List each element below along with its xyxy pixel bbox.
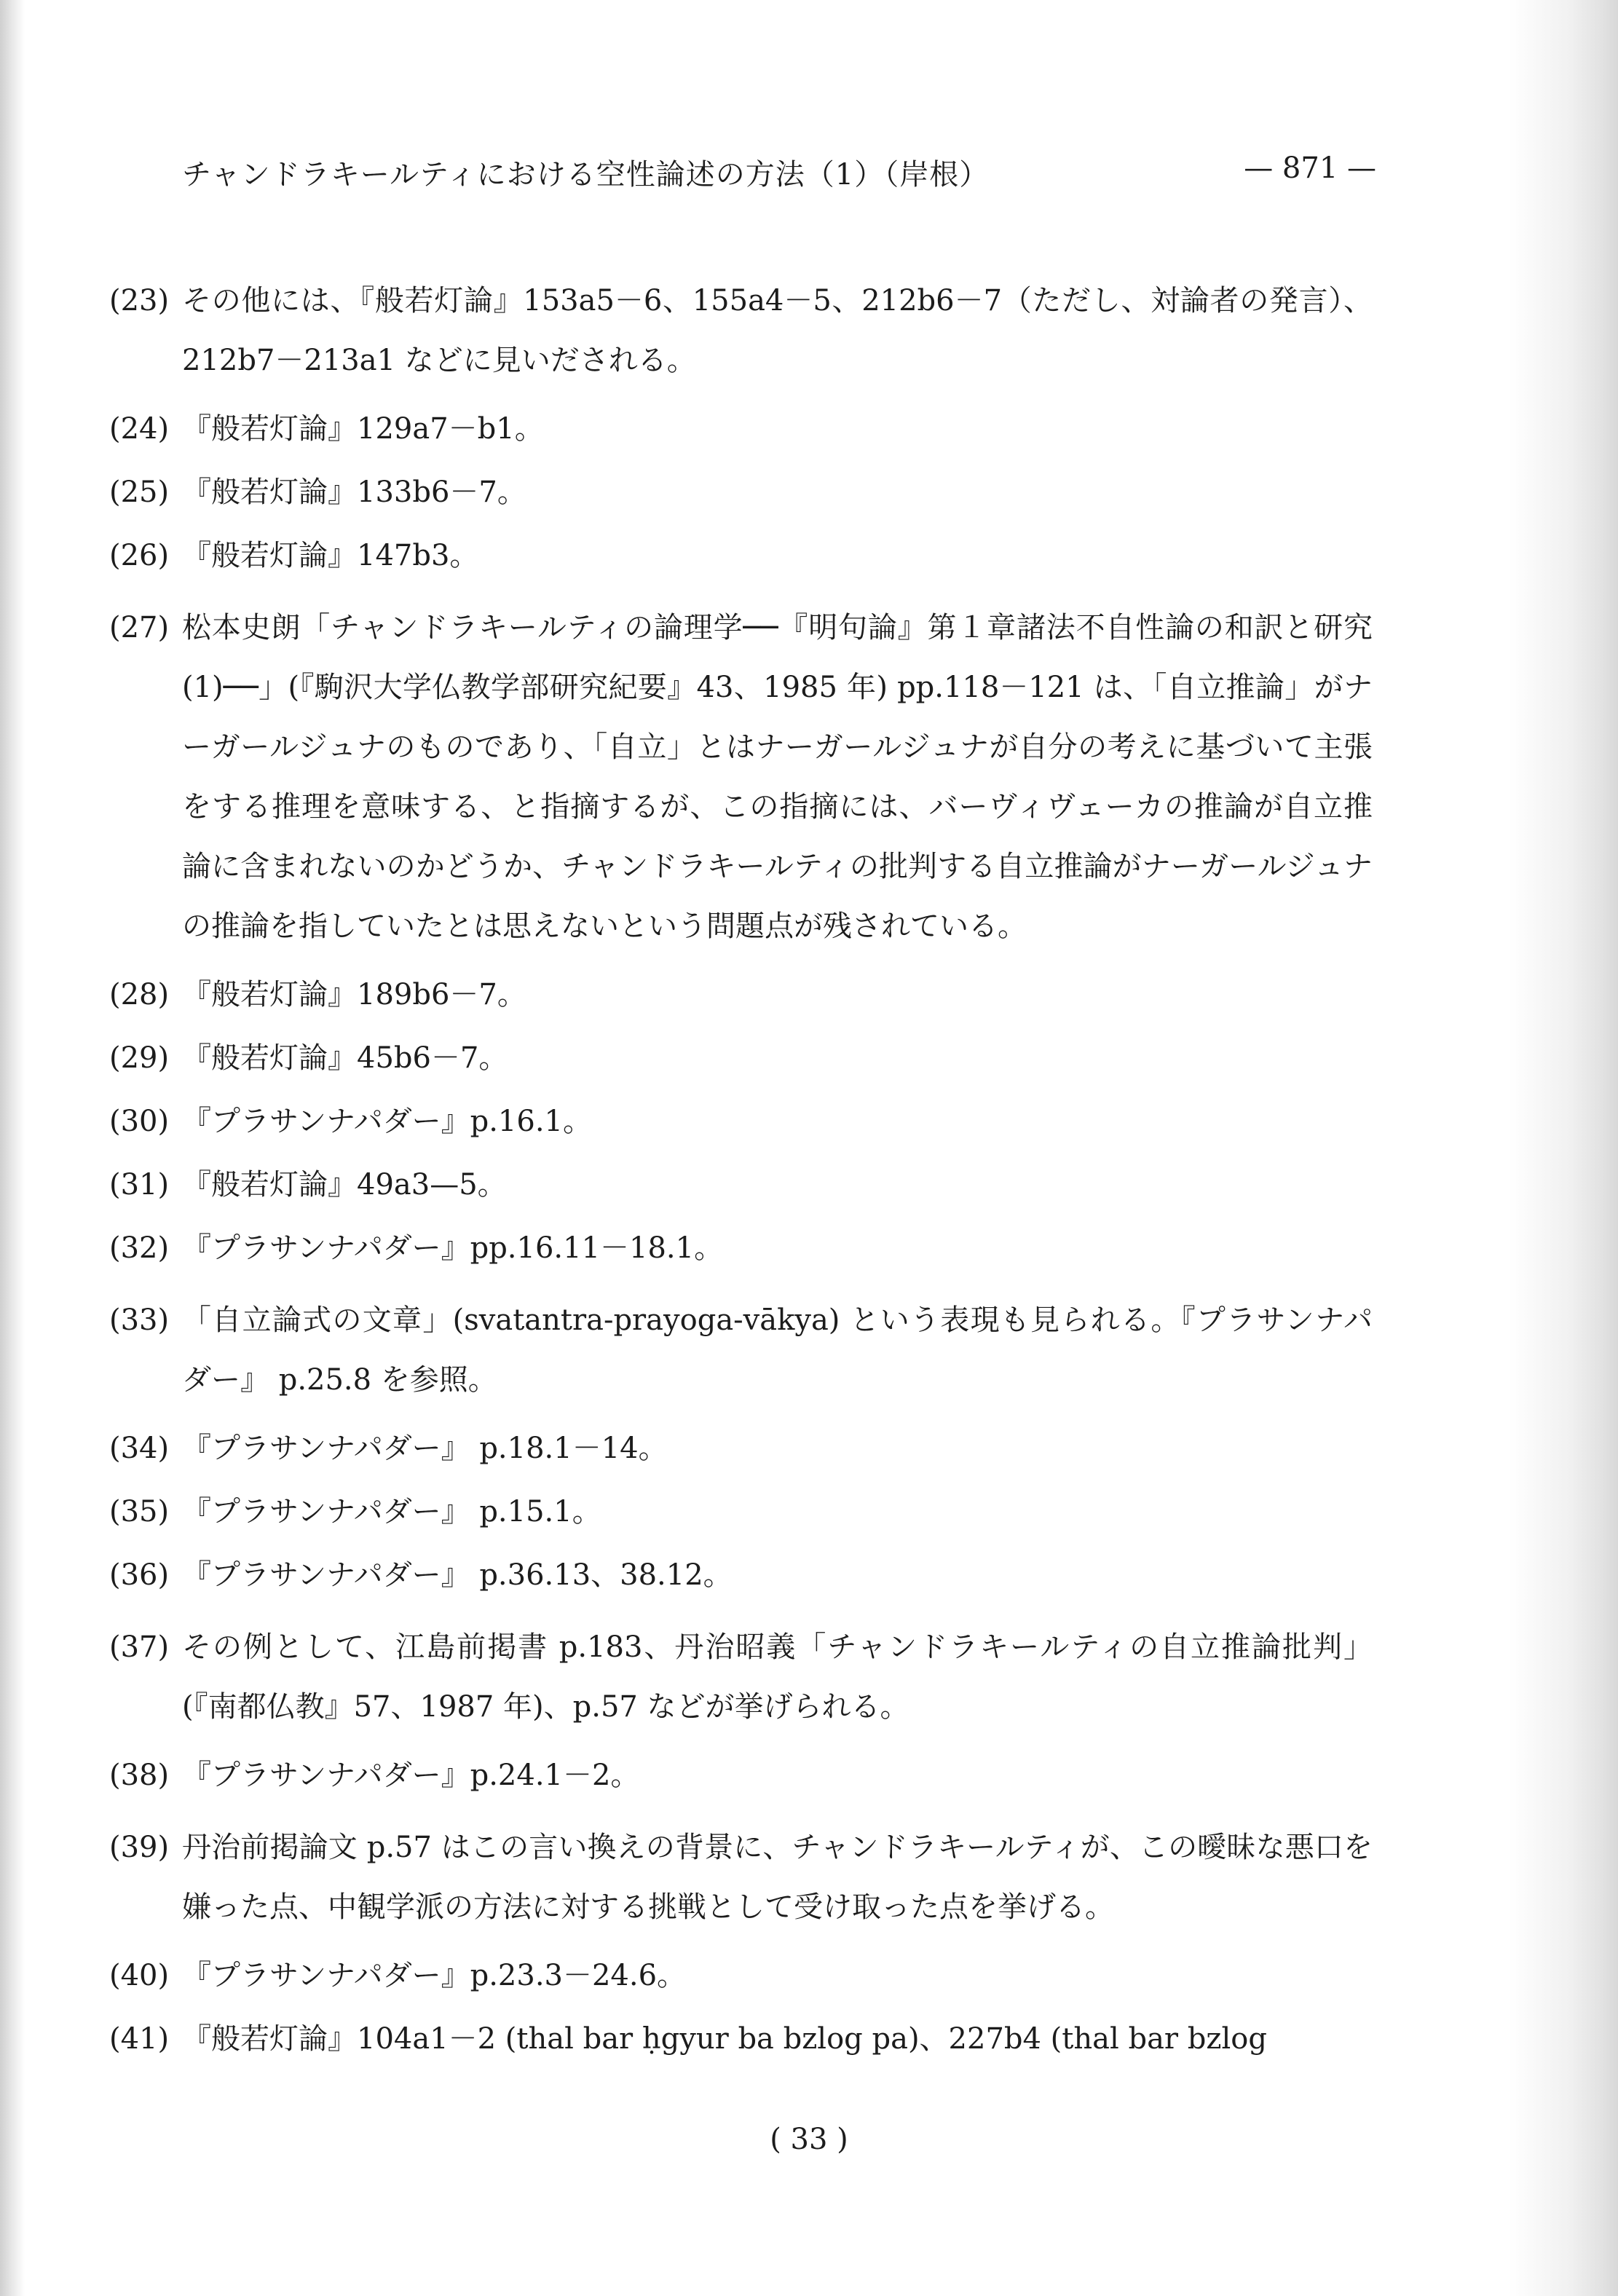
note-number: (37): [109, 1630, 170, 1664]
note-text: 『プラサンナパダー』p.24.1－2。: [182, 1759, 640, 1792]
endnote-34: [109, 1427, 1373, 1469]
note-number: (34): [109, 1432, 170, 1465]
page-number: ( 33 ): [770, 2123, 848, 2156]
endnote-30: [109, 1100, 1373, 1143]
note-number: (26): [109, 539, 170, 572]
note-number: (28): [109, 978, 170, 1011]
endnotes-list: [109, 271, 1373, 2081]
note-number: (41): [109, 2022, 170, 2056]
scan-shadow-left: [0, 0, 25, 2296]
note-number: (36): [109, 1558, 170, 1592]
endnote-25: [109, 471, 1373, 513]
note-number: (24): [109, 412, 170, 446]
endnote-35: [109, 1491, 1373, 1533]
note-text: 「自立論式の文章」(svatantra-prayoga-vākya) という表現も見られる。『プラサンナパダー』 p.25.8 を参照。: [182, 1303, 1373, 1397]
endnote-29: [109, 1037, 1373, 1079]
note-number: (29): [109, 1041, 170, 1075]
scan-shadow-right: [1509, 0, 1618, 2296]
note-text: その例として、江島前掲書 p.183、丹治昭義「チャンドラキールティの自立推論批判」(『南都仏教』57、1987 年)、p.57 などが挙げられる。: [182, 1630, 1373, 1724]
note-text: その他には、『般若灯論』153a5－6、155a4－5、212b6－7（ただし、対論者の発言）、212b7－213a1 などに見いだされる。: [182, 284, 1373, 377]
endnote-26: [109, 534, 1373, 577]
endnote-24: [109, 408, 1373, 450]
endnote-37: [109, 1617, 1373, 1737]
note-text: 『プラサンナパダー』pp.16.11－18.1。: [182, 1231, 724, 1265]
note-number: (38): [109, 1759, 170, 1792]
note-number: (31): [109, 1168, 170, 1202]
endnote-33: [109, 1290, 1373, 1410]
note-text: 『般若灯論』147b3。: [182, 539, 479, 572]
note-number: (25): [109, 476, 170, 509]
note-number: (35): [109, 1495, 170, 1528]
note-text: 『プラサンナパダー』 p.36.13、38.12。: [182, 1558, 733, 1592]
endnote-27: [109, 598, 1373, 956]
endnote-28: [109, 974, 1373, 1016]
endnote-23: [109, 271, 1373, 390]
note-text: 松本史朗「チャンドラキールティの論理学──『明句論』第１章諸法不自性論の和訳と研究(1)──」(『駒沢大学仏教学部研究紀要』43、1985 年) pp.118－121 は、「自立推論」がナーガールジュナのものであり、「自立」とはナーガールジュナが自分の考えに基づいて主張をする推理を意味する、と指摘するが、この指摘には、バーヴィヴェーカの推論が自立推論に含まれないのかどうか、チャンドラキールティの批判する自立推論がナーガールジュナの推論を指していたとは思えないという問題点が残されている。: [182, 611, 1373, 943]
note-number: (23): [109, 284, 170, 317]
note-number: (39): [109, 1831, 170, 1864]
endnote-39: [109, 1818, 1373, 1937]
note-text: 『プラサンナパダー』p.23.3－24.6。: [182, 1959, 687, 1992]
endnote-38: [109, 1754, 1373, 1796]
note-text: 『般若灯論』45b6－7。: [182, 1041, 508, 1075]
page-marker: — 871 —: [1244, 151, 1376, 185]
endnote-31: [109, 1164, 1373, 1206]
running-header: [182, 151, 1376, 195]
endnote-41: [109, 2018, 1373, 2060]
note-text: 『プラサンナパダー』p.16.1。: [182, 1105, 592, 1138]
note-text: 『般若灯論』49a3—5。: [182, 1168, 507, 1202]
note-number: (27): [109, 611, 170, 644]
note-text: 『般若灯論』133b6－7。: [182, 476, 526, 509]
running-title: チャンドラキールティにおける空性論述の方法（1）（岸根）: [182, 158, 990, 192]
note-text: 『般若灯論』189b6－7。: [182, 978, 526, 1011]
note-number: (33): [109, 1303, 170, 1337]
note-number: (40): [109, 1959, 170, 1992]
note-text: 『プラサンナパダー』 p.15.1。: [182, 1495, 601, 1528]
note-text: 『般若灯論』129a7－b1。: [182, 412, 544, 446]
page-number-footer: [0, 2123, 1618, 2156]
note-text: 『般若灯論』104a1－2 (thal bar ḥgyur ba bzlog pa)、227b4 (thal bar bzlog: [182, 2022, 1267, 2056]
endnote-40: [109, 1954, 1373, 1997]
note-number: (32): [109, 1231, 170, 1265]
note-number: (30): [109, 1105, 170, 1138]
note-text: 丹治前掲論文 p.57 はこの言い換えの背景に、チャンドラキールティが、この曖昧な悪口を嫌った点、中観学派の方法に対する挑戦として受け取った点を挙げる。: [182, 1831, 1373, 1924]
note-text: 『プラサンナパダー』 p.18.1－14。: [182, 1432, 668, 1465]
endnote-32: [109, 1227, 1373, 1269]
endnote-36: [109, 1554, 1373, 1596]
